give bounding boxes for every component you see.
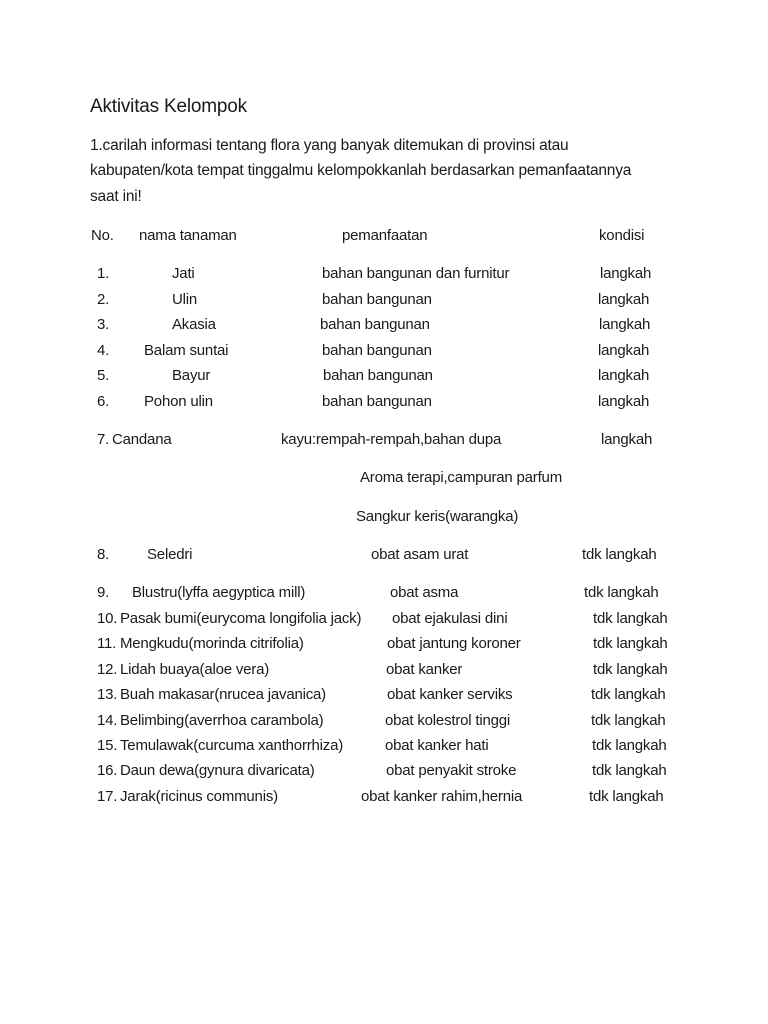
row-no: 14. [97, 712, 118, 729]
row-no: 8. [97, 546, 110, 563]
row-name: Jati [172, 265, 195, 282]
row-use: bahan bangunan [320, 316, 430, 333]
instruction-line-2: kabupaten/kota tempat tinggalmu kelompokkanlah berdasarkan pemanfaatannya [90, 162, 632, 179]
row-no: 9. [97, 584, 110, 601]
row-name: Daun dewa(gynura divaricata) [120, 762, 315, 779]
row-use: bahan bangunan [323, 367, 433, 384]
row-name: Buah makasar(nrucea javanica) [120, 686, 326, 703]
row-no: 17. [97, 788, 118, 805]
row-no: 11. [97, 635, 117, 652]
header-condition: kondisi [599, 227, 645, 244]
row-no: 16. [97, 762, 118, 779]
row-name: Jarak(ricinus communis) [120, 788, 278, 805]
row-use: obat penyakit stroke [386, 762, 517, 779]
row-condition: langkah [598, 393, 650, 410]
row-name: Temulawak(curcuma xanthorrhiza) [120, 737, 344, 754]
row-use: bahan bangunan [322, 393, 432, 410]
row-use: obat kanker rahim,hernia [361, 788, 523, 805]
row-condition: langkah [598, 342, 650, 359]
row-name: Pohon ulin [144, 393, 213, 410]
row-use: obat asma [390, 584, 459, 601]
row-condition: tdk langkah [582, 546, 657, 563]
row-name: Pasak bumi(eurycoma longifolia jack) [120, 610, 362, 627]
row-name: Candana [112, 431, 172, 448]
row-condition: tdk langkah [589, 788, 664, 805]
row-no: 4. [97, 342, 110, 359]
row-no: 2. [97, 291, 110, 308]
row-no: 10. [97, 610, 118, 627]
row-use: obat kanker [386, 661, 463, 678]
row-condition: tdk langkah [591, 712, 666, 729]
row-name: Mengkudu(morinda citrifolia) [120, 635, 304, 652]
row-use: obat asam urat [371, 546, 469, 563]
row-condition: langkah [599, 316, 651, 333]
row-use: bahan bangunan dan furnitur [322, 265, 510, 282]
row-condition: tdk langkah [593, 610, 668, 627]
header-use: pemanfaatan [342, 227, 428, 244]
row-condition: tdk langkah [584, 584, 659, 601]
row-use: obat jantung koroner [387, 635, 521, 652]
row-use: obat ejakulasi dini [392, 610, 508, 627]
row-condition: tdk langkah [592, 737, 667, 754]
row-use-extra: Sangkur keris(warangka) [356, 508, 519, 525]
instruction-line-1: 1.carilah informasi tentang flora yang banyak ditemukan di provinsi atau [90, 137, 569, 154]
row-condition: langkah [600, 265, 652, 282]
row-use: bahan bangunan [322, 291, 432, 308]
row-no: 5. [97, 367, 110, 384]
row-condition: langkah [598, 291, 650, 308]
row-use: obat kolestrol tinggi [385, 712, 511, 729]
row-name: Belimbing(averrhoa carambola) [120, 712, 324, 729]
row-use: bahan bangunan [322, 342, 432, 359]
row-name: Seledri [147, 546, 193, 563]
row-condition: tdk langkah [591, 686, 666, 703]
instruction-line-3: saat ini! [90, 188, 142, 205]
row-no: 12. [97, 661, 118, 678]
row-use: obat kanker serviks [387, 686, 513, 703]
row-name: Blustru(lyffa aegyptica mill) [132, 584, 306, 601]
row-name: Ulin [172, 291, 198, 308]
row-use-extra: Aroma terapi,campuran parfum [360, 469, 562, 486]
row-name: Akasia [172, 316, 216, 333]
row-no: 3. [97, 316, 110, 333]
document-title: Aktivitas Kelompok [90, 96, 247, 117]
header-name: nama tanaman [139, 227, 237, 244]
header-no: No. [91, 227, 114, 244]
row-name: Lidah buaya(aloe vera) [120, 661, 270, 678]
row-use: kayu:rempah-rempah,bahan dupa [281, 431, 502, 448]
row-name: Bayur [172, 367, 211, 384]
row-no: 7. [97, 431, 110, 448]
row-use: obat kanker hati [385, 737, 489, 754]
row-condition: langkah [601, 431, 653, 448]
row-no: 6. [97, 393, 110, 410]
row-condition: tdk langkah [593, 635, 668, 652]
row-condition: tdk langkah [592, 762, 667, 779]
row-condition: tdk langkah [593, 661, 668, 678]
row-no: 13. [97, 686, 118, 703]
row-name: Balam suntai [144, 342, 229, 359]
row-no: 1. [97, 265, 110, 282]
row-condition: langkah [598, 367, 650, 384]
row-no: 15. [97, 737, 118, 754]
